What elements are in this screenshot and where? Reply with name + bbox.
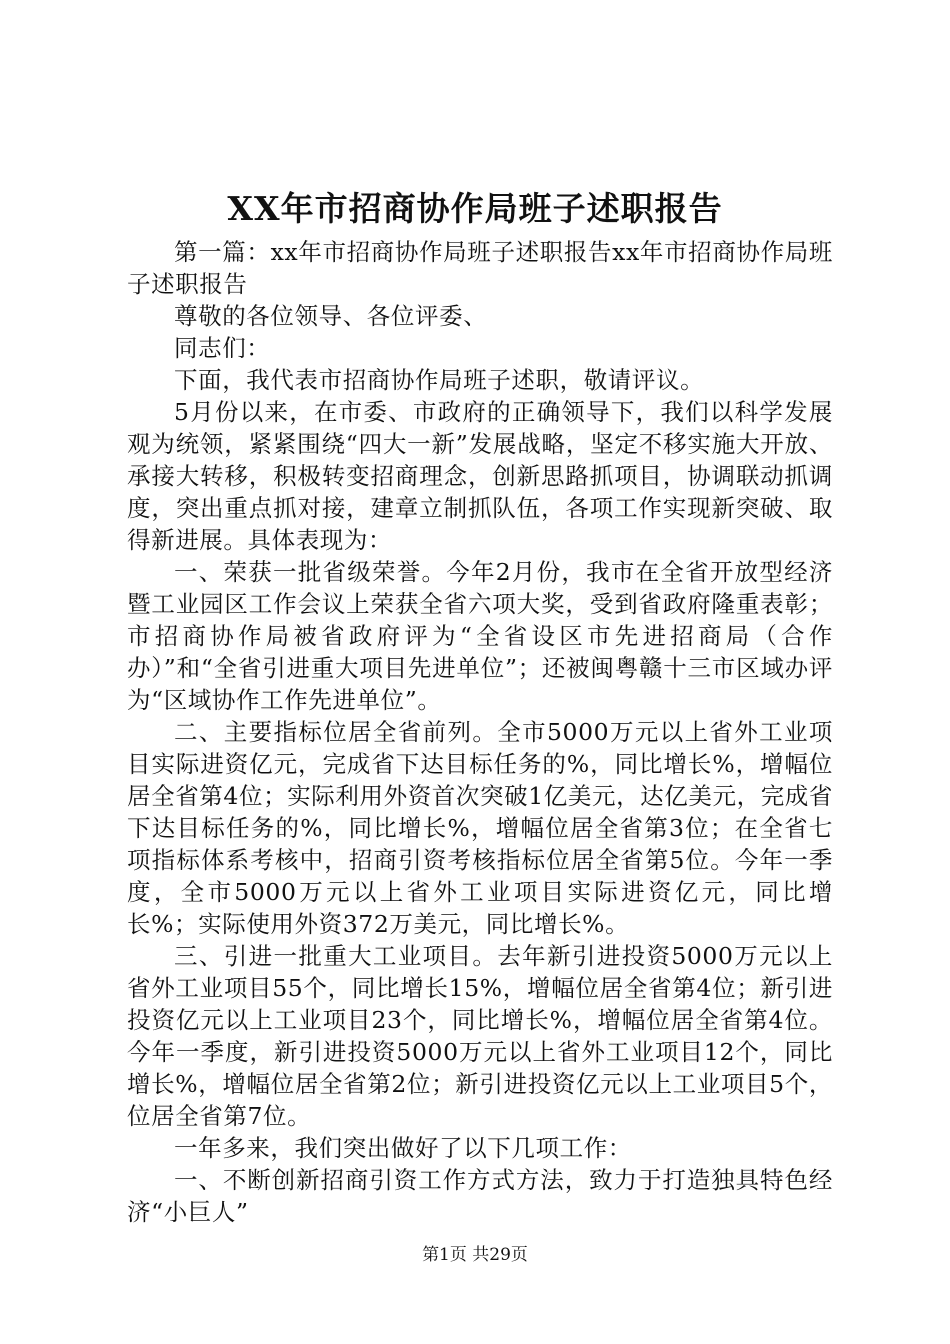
paragraph-overview: 5月份以来，在市委、市政府的正确领导下，我们以科学发展观为统领，紧紧围绕“四大一新”发展战略，坚定不移实施大开放、承接大转移，积极转变招商理念，创新思路抓项目，协调联动抓调度，突出重点抓对接，建章立制抓队伍，各项工作实现新突破、取得新进展。具体表现为： [127,398,833,554]
paragraph-indicators: 二、主要指标位居全省前列。全市5000万元以上省外工业项目实际进资亿元，完成省下达目标任务的%，同比增长%，增幅位居全省第4位；实际利用外资首次突破1亿美元，达亿美元，完成省下达目标任务的%，同比增长%，增幅位居全省第3位；在全省七项指标体系考核中，招商引资考核指标位居全省第5位。今年一季度，全市5000万元以上省外工业项目实际进资亿元，同比增长%；实际使用外资372万美元，同比增长%。 [127,718,833,938]
paragraph-salutation-comrades: 同志们： [174,334,271,362]
document-body [127,236,833,1228]
paragraph-projects: 三、引进一批重大工业项目。去年新引进投资5000万元以上省外工业项目55个，同比增长15%，增幅位居全省第4位；新引进投资亿元以上工业项目23个，同比增长%，增幅位居全省第4位。今年一季度，新引进投资5000万元以上省外工业项目12个，同比增长%，增幅位居全省第2位；新引进投资亿元以上工业项目5个，位居全省第7位。 [127,942,833,1130]
paragraph-honors: 一、荣获一批省级荣誉。今年2月份，我市在全省开放型经济暨工业园区工作会议上荣获全省六项大奖，受到省政府隆重表彰；市招商协作局被省政府评为“全省设区市先进招商局（合作办）”和“全省引进重大项目先进单位”；还被闽粤赣十三市区域办评为“区域协作工作先进单位”。 [127,558,833,714]
paragraph-salutation: 尊敬的各位领导、各位评委、 [174,302,488,330]
paragraph-work-summary: 一年多来，我们突出做好了以下几项工作： [174,1134,632,1162]
page-number: 第1页 共29页 [422,1245,528,1265]
paragraph-section-one: 一、不断创新招商引资工作方式方法，致力于打造独具特色经济“小巨人” [127,1166,833,1226]
paragraph-opening: 下面，我代表市招商协作局班子述职，敬请评议。 [174,366,705,394]
document-title: XX年市招商协作局班子述职报告 [227,189,723,228]
paragraph-intro: 第一篇：xx年市招商协作局班子述职报告xx年市招商协作局班子述职报告 [127,238,833,298]
